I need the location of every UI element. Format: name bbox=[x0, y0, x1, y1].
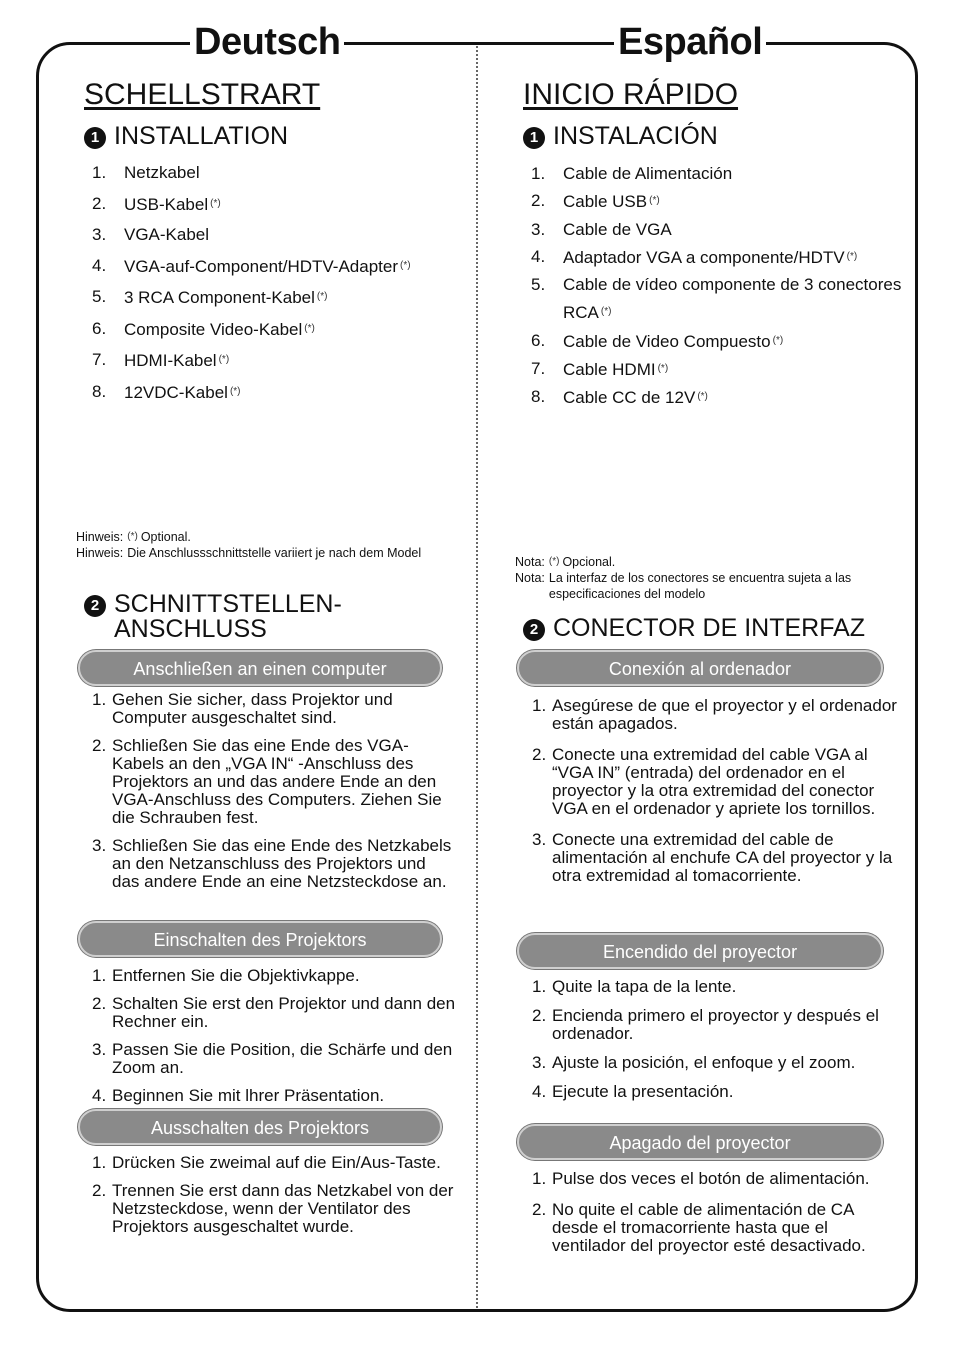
step-text: No quite el cable de alimentación de CA desde el tromacorriente hasta que el ventilador del proyector esté desactivado. bbox=[552, 1200, 866, 1255]
step-number: 2. bbox=[92, 994, 107, 1013]
cable-item bbox=[515, 355, 905, 383]
step-item bbox=[76, 1182, 456, 1236]
optional-marker: (*) bbox=[400, 259, 411, 271]
cable-label: USB-Kabel bbox=[124, 194, 209, 214]
step-item bbox=[516, 978, 901, 996]
poweroff-steps-de bbox=[76, 1154, 456, 1246]
step-item bbox=[516, 1201, 901, 1255]
quickstart-title-es: INICIO RÁPIDO bbox=[523, 78, 739, 111]
step-number: 2. bbox=[92, 1181, 107, 1200]
note-text: Optional. bbox=[140, 530, 191, 544]
quickstart-title-de: SCHELLSTRART bbox=[84, 78, 321, 111]
step-text: Schließen Sie das eine Ende des Netzkabels an den Netzanschluss des Projektors und das andere Ende an eine Netzsteckdose an. bbox=[112, 836, 452, 891]
step-text: Beginnen Sie mit lhrer Präsentation. bbox=[112, 1086, 385, 1105]
step-item bbox=[76, 1041, 456, 1077]
step-number: 2. bbox=[532, 1200, 547, 1219]
step-number: 1. bbox=[532, 1169, 547, 1188]
poweroff-steps-es bbox=[516, 1170, 901, 1268]
cable-item bbox=[76, 345, 466, 377]
installation-heading-de bbox=[84, 124, 288, 149]
section-pill-poweron-es: Encendido del proyector bbox=[517, 933, 883, 969]
step-text: Encienda primero el proyector y después el ordenador. bbox=[552, 1006, 879, 1043]
optional-marker: (*) bbox=[846, 250, 858, 262]
step-item bbox=[516, 831, 901, 885]
interface-label-es: CONECTOR DE INTERFAZ bbox=[553, 614, 866, 642]
cable-number: 7. bbox=[531, 359, 546, 379]
cable-item bbox=[515, 243, 905, 271]
optional-marker: (*) bbox=[127, 531, 138, 542]
note-text: La interfaz de los conectores se encuentra sujeta a las especificaciones del modelo bbox=[548, 571, 852, 601]
number-badge-icon: 2 bbox=[84, 595, 106, 617]
optional-marker: (*) bbox=[229, 385, 241, 397]
step-text: Drücken Sie zweimal auf die Ein/Aus-Taste. bbox=[112, 1153, 441, 1172]
step-text: Trennen Sie erst dann das Netzkabel von der Netzsteckdose, wenn der Ventilator des Projektors ausgeschaltet wurde. bbox=[112, 1181, 454, 1236]
note-label: Nota: bbox=[515, 571, 545, 585]
optional-marker: (*) bbox=[649, 195, 660, 207]
language-title-es: Español bbox=[614, 20, 766, 64]
notes-es bbox=[515, 554, 900, 602]
cable-number: 3. bbox=[531, 219, 546, 239]
optional-marker: (*) bbox=[600, 306, 612, 318]
step-text: Schalten Sie erst den Projektor und dann den Rechner ein. bbox=[112, 994, 456, 1031]
section-pill-connect-de: Anschließen an einen computer bbox=[78, 650, 442, 686]
optional-marker: (*) bbox=[218, 354, 230, 365]
note-label: Nota: bbox=[515, 555, 545, 569]
cable-number: 6. bbox=[92, 318, 107, 338]
step-number: 3. bbox=[92, 1040, 107, 1059]
cable-number: 2. bbox=[531, 191, 546, 211]
step-number: 1. bbox=[92, 1153, 107, 1172]
cable-label: HDMI-Kabel bbox=[124, 351, 217, 370]
step-number: 4. bbox=[92, 1086, 107, 1105]
optional-marker: (*) bbox=[697, 391, 708, 403]
cable-item bbox=[515, 160, 905, 187]
step-text: Asegúrese de que el proyector y el ordenador están apagados. bbox=[552, 696, 897, 733]
cable-number: 8. bbox=[531, 387, 546, 407]
number-badge-icon: 1 bbox=[84, 127, 106, 149]
cable-list-es bbox=[515, 160, 905, 412]
cable-item bbox=[76, 314, 466, 346]
optional-marker: (*) bbox=[657, 363, 669, 375]
step-item bbox=[76, 691, 456, 727]
step-number: 1. bbox=[92, 690, 107, 709]
cable-label: Cable de Video Compuesto bbox=[563, 331, 771, 351]
poweron-steps-de bbox=[76, 967, 456, 1115]
interface-label-line2-de: ANSCHLUSS bbox=[114, 615, 267, 643]
interface-heading-es bbox=[523, 616, 865, 641]
cable-item bbox=[76, 158, 466, 189]
cable-number: 5. bbox=[531, 275, 546, 295]
step-number: 2. bbox=[532, 745, 547, 764]
cable-label: Cable de Alimentación bbox=[563, 164, 733, 183]
cable-item bbox=[76, 377, 466, 409]
step-number: 3. bbox=[532, 1053, 547, 1072]
note-text: Die Anschlussschnittstelle variiert je nach dem Model bbox=[127, 546, 422, 560]
cable-number: 7. bbox=[92, 350, 107, 369]
step-item bbox=[516, 1007, 901, 1043]
step-text: Conecte una extremidad del cable VGA al “VGA IN” (entrada) del ordenador en el proyector y la otra extremidad del conector VGA en el ordenador y apriete los tornillos. bbox=[552, 745, 876, 818]
cable-label: Netzkabel bbox=[124, 163, 200, 182]
cable-item bbox=[76, 189, 466, 221]
section-pill-poweron-de: Einschalten des Projektors bbox=[78, 921, 442, 957]
step-item bbox=[516, 1170, 901, 1188]
connect-steps-es bbox=[516, 697, 901, 898]
cable-number: 5. bbox=[92, 287, 107, 306]
cable-number: 1. bbox=[92, 163, 107, 182]
step-item bbox=[516, 746, 901, 818]
cable-label: VGA-Kabel bbox=[124, 225, 210, 244]
cable-label: VGA-auf-Component/HDTV-Adapter bbox=[124, 256, 399, 276]
step-text: Entfernen Sie die Objektivkappe. bbox=[112, 966, 360, 985]
step-number: 1. bbox=[92, 966, 107, 985]
section-pill-poweroff-de: Ausschalten des Projektors bbox=[78, 1109, 442, 1145]
optional-marker: (*) bbox=[548, 556, 560, 567]
step-text: Ejecute la presentación. bbox=[552, 1082, 734, 1101]
cable-label: Cable CC de 12V bbox=[563, 388, 696, 408]
cable-label: 3 RCA Component-Kabel bbox=[124, 288, 315, 307]
installation-label-es: INSTALACIÓN bbox=[553, 122, 718, 150]
step-number: 4. bbox=[532, 1082, 547, 1101]
notes-de bbox=[76, 529, 456, 561]
cable-label: Cable de vídeo componente de 3 conectores RCA bbox=[563, 275, 902, 323]
cable-label: Cable de VGA bbox=[563, 219, 672, 239]
cable-number: 4. bbox=[531, 246, 546, 266]
step-number: 2. bbox=[92, 736, 107, 755]
poweron-steps-es bbox=[516, 978, 901, 1112]
note-text: Opcional. bbox=[562, 555, 616, 569]
cable-number: 6. bbox=[531, 330, 546, 350]
step-text: Conecte una extremidad del cable de alimentación al enchufe CA del proyector y la otra extremidad al tomacorriente. bbox=[552, 830, 893, 885]
cable-item bbox=[515, 187, 905, 215]
optional-marker: (*) bbox=[772, 334, 784, 346]
cable-number: 4. bbox=[92, 255, 107, 275]
cable-item bbox=[76, 251, 466, 283]
step-text: Quite la tapa de la lente. bbox=[552, 977, 737, 996]
step-text: Ajuste la posición, el enfoque y el zoom. bbox=[552, 1053, 856, 1072]
cable-label: Adaptador VGA a componente/HDTV bbox=[563, 247, 845, 267]
number-badge-icon: 1 bbox=[523, 127, 545, 149]
step-text: Schließen Sie das eine Ende des VGA-Kabels an den „VGA IN“ -Anschluss des Projektors an und das andere Ende an den VGA-Anschluss des Computers. Ziehen Sie die Schrauben fest. bbox=[112, 736, 442, 827]
optional-marker: (*) bbox=[316, 291, 328, 302]
column-divider bbox=[476, 46, 478, 1308]
cable-item bbox=[515, 216, 905, 243]
step-text: Gehen Sie sicher, dass Projektor und Computer ausgeschaltet sind. bbox=[112, 690, 393, 727]
step-item bbox=[76, 737, 456, 827]
section-pill-poweroff-es: Apagado del proyector bbox=[517, 1124, 883, 1160]
step-item bbox=[516, 697, 901, 733]
cable-item bbox=[515, 271, 905, 327]
step-text: Pulse dos veces el botón de alimentación. bbox=[552, 1169, 870, 1188]
cable-item bbox=[515, 327, 905, 355]
cable-item bbox=[76, 282, 466, 314]
optional-marker: (*) bbox=[304, 322, 315, 334]
note-label: Hinweis: bbox=[76, 530, 124, 544]
section-pill-connect-es: Conexión al ordenador bbox=[517, 650, 883, 686]
cable-item bbox=[515, 383, 905, 411]
optional-marker: (*) bbox=[210, 197, 221, 209]
step-text: Passen Sie die Position, die Schärfe und den Zoom an. bbox=[112, 1040, 453, 1077]
step-item bbox=[76, 995, 456, 1031]
step-item bbox=[76, 837, 456, 891]
step-number: 1. bbox=[532, 977, 547, 996]
installation-label-de: INSTALLATION bbox=[114, 122, 289, 150]
cable-number: 1. bbox=[531, 164, 546, 183]
number-badge-icon: 2 bbox=[523, 619, 545, 641]
step-number: 2. bbox=[532, 1006, 547, 1025]
interface-heading-de bbox=[84, 592, 342, 641]
language-title-de: Deutsch bbox=[190, 20, 344, 64]
cable-label: Composite Video-Kabel bbox=[124, 319, 303, 339]
cable-item bbox=[76, 220, 466, 251]
step-number: 3. bbox=[92, 836, 107, 855]
step-item bbox=[76, 1154, 456, 1172]
cable-number: 8. bbox=[92, 381, 107, 401]
connect-steps-de bbox=[76, 691, 456, 901]
cable-number: 3. bbox=[92, 225, 107, 244]
cable-label: Cable USB bbox=[563, 192, 648, 212]
interface-label-line1-de: SCHNITTSTELLEN- bbox=[114, 590, 342, 618]
step-item bbox=[516, 1054, 901, 1072]
cable-number: 2. bbox=[92, 193, 107, 213]
step-item bbox=[76, 967, 456, 985]
cable-label: 12VDC-Kabel bbox=[124, 382, 228, 402]
note-label: Hinweis: bbox=[76, 546, 124, 560]
cable-label: Cable HDMI bbox=[563, 360, 656, 380]
step-item bbox=[76, 1087, 456, 1105]
step-item bbox=[516, 1083, 901, 1101]
step-number: 3. bbox=[532, 830, 547, 849]
cable-list-de bbox=[76, 158, 466, 408]
installation-heading-es bbox=[523, 124, 718, 149]
step-number: 1. bbox=[532, 696, 547, 715]
